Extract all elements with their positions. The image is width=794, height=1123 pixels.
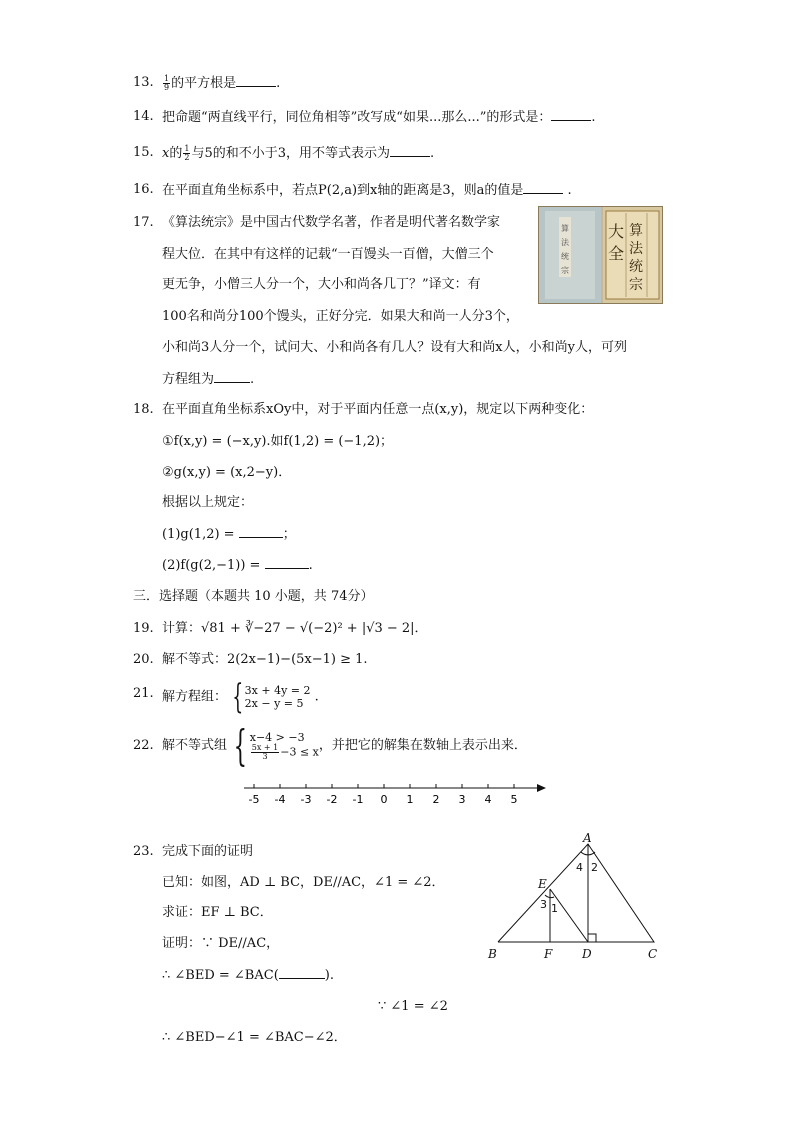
svg-text:统: 统 bbox=[561, 252, 569, 261]
svg-text:A: A bbox=[583, 831, 592, 845]
question-number: 21. bbox=[133, 686, 154, 701]
number-line-label: 5 bbox=[510, 793, 518, 806]
answer-blank[interactable] bbox=[523, 181, 563, 194]
number-line-label: -5 bbox=[248, 793, 260, 806]
svg-text:算: 算 bbox=[629, 223, 643, 239]
svg-text:法: 法 bbox=[561, 238, 569, 247]
number-line-label: -1 bbox=[352, 793, 364, 806]
triangle-abc bbox=[498, 844, 654, 942]
fraction: $\frac{1}{2}$ bbox=[184, 144, 190, 162]
number-line-label: 1 bbox=[406, 793, 414, 806]
svg-text:算: 算 bbox=[561, 224, 569, 233]
svg-text:大: 大 bbox=[607, 222, 625, 241]
question-number: 23. bbox=[133, 844, 154, 859]
answer-blank[interactable] bbox=[279, 966, 325, 979]
question-number: 22. bbox=[133, 738, 154, 753]
answer-blank[interactable] bbox=[236, 74, 276, 87]
svg-text:宗: 宗 bbox=[629, 277, 643, 293]
book-cover-illustration bbox=[539, 207, 662, 303]
number-line-label: 4 bbox=[484, 793, 492, 806]
question-number: 15. bbox=[133, 145, 154, 160]
answer-blank[interactable] bbox=[214, 370, 250, 383]
number-line-label: 2 bbox=[432, 793, 440, 806]
arrow-icon bbox=[537, 784, 546, 792]
svg-text:宗: 宗 bbox=[561, 266, 569, 275]
right-angle-mark bbox=[588, 934, 596, 942]
number-line-label: 0 bbox=[380, 793, 388, 806]
number-line-label: -4 bbox=[274, 793, 286, 806]
question-number: 19. bbox=[133, 621, 154, 636]
number-line-label: -2 bbox=[326, 793, 338, 806]
triangle-figure bbox=[484, 830, 664, 966]
svg-text:C: C bbox=[648, 947, 658, 961]
svg-text:3: 3 bbox=[540, 898, 547, 911]
question-number: 20. bbox=[133, 652, 154, 667]
svg-text:E: E bbox=[538, 877, 547, 891]
svg-text:1: 1 bbox=[551, 902, 558, 915]
svg-text:2: 2 bbox=[591, 861, 598, 874]
svg-text:B: B bbox=[488, 947, 497, 961]
fraction: $\frac{1}{9}$ bbox=[164, 74, 170, 92]
svg-text:法: 法 bbox=[629, 241, 643, 257]
number-line-label: -3 bbox=[300, 793, 312, 806]
svg-text:全: 全 bbox=[607, 244, 625, 263]
section-heading: 三．选择题（本题共 10 小题，共 74分） bbox=[133, 589, 374, 604]
question-number: 16. bbox=[133, 182, 154, 197]
svg-text:统: 统 bbox=[629, 259, 643, 275]
svg-text:F: F bbox=[544, 947, 553, 961]
question-number: 13. bbox=[133, 75, 154, 90]
inequality-system: x−4 > −3 $\frac{5x + 1}{3}$ −3 ≤ x bbox=[249, 730, 319, 761]
answer-blank[interactable] bbox=[390, 144, 430, 157]
svg-text:D: D bbox=[582, 947, 592, 961]
book-cover-image bbox=[538, 206, 663, 304]
number-line-label: 3 bbox=[458, 793, 466, 806]
question-number: 18. bbox=[133, 402, 154, 417]
question-number: 14. bbox=[133, 109, 154, 124]
segment-de bbox=[550, 889, 588, 942]
svg-text:4: 4 bbox=[576, 861, 583, 874]
answer-blank[interactable] bbox=[239, 525, 283, 538]
question-number: 17. bbox=[133, 215, 154, 230]
number-line bbox=[240, 778, 552, 808]
answer-blank[interactable] bbox=[551, 108, 591, 121]
answer-blank[interactable] bbox=[265, 556, 309, 569]
equation-system: 3x + 4y = 2 2x − y = 5 bbox=[244, 684, 311, 710]
